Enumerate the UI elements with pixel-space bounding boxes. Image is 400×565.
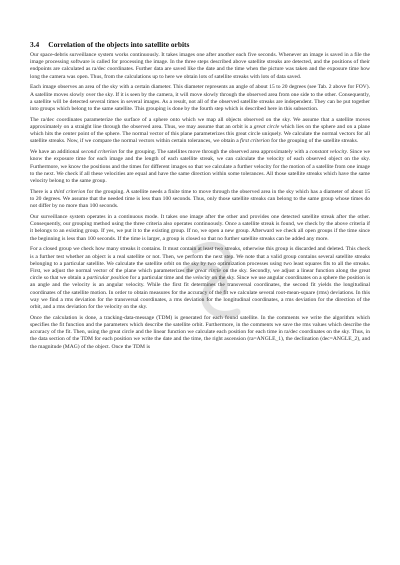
paragraph <box>30 84 370 113</box>
emphasized-text: constant velocity <box>309 149 347 156</box>
paragraph-text: For a closed group we check how many streaks it contains. It must contain at least two streaks, otherwise this group is discarded and deleted. This check is a further test whether an object is a real satellite or not. Then, we perform the next step. We note that a valid group contains several satellite streaks belonging to a particular satellite. We calculate the satellite orbit on the sky by two optimization processes using two least squares fits to all the streaks. First, we adjust the normal vector of the plane which parameterizes the <box>30 246 370 275</box>
emphasized-text: particular position <box>86 275 129 282</box>
paragraph-text: The ra/dec coordinates parameterize the surface of a sphere onto which we map all objects observed on the sky. We assume that a satellite moves approximately on a straight line through the observed area. Thus, we may assume that an orbit is a <box>30 116 370 131</box>
emphasized-text: great circle <box>253 124 280 131</box>
section-title: Correlation of the objects into satellite orbits <box>48 40 190 49</box>
paragraph-text: for the grouping of the satellite streaks. <box>269 138 359 145</box>
emphasized-text: third criterion <box>53 188 86 195</box>
paragraph-text: on the sky. Since we use angular coordinates on a sphere the position is an angle and the velocity is an angular velocity. While the first fit determines the transversal coordinates, the second fit yields the longitudinal coordinates of the satellite motion. In order to obtain measures for the accuracy of the fit we calculate several root-mean-square (rms) deviations. In this way we find a rms deviation for the transversal coordinates, a rms deviation for the longitudinal coordinates, a rms deviation for the direction of the orbit, and a rms deviation for the velocity on the sky. <box>30 275 370 311</box>
emphasized-text: first criterion <box>240 138 270 145</box>
paragraph <box>30 189 370 211</box>
paragraph <box>30 315 370 351</box>
paragraph <box>30 149 370 185</box>
paragraph <box>30 117 370 146</box>
paragraph-text: for a particular time and the <box>128 275 194 282</box>
emphasized-text: velocity <box>193 275 211 282</box>
emphasized-text: second criterion <box>80 149 118 156</box>
paragraph-text: for the grouping. The satellites move through the observed area approximately with a <box>117 149 310 156</box>
paragraph-list <box>30 52 370 351</box>
paragraph <box>30 52 370 81</box>
section-heading <box>30 40 370 49</box>
paragraph-text: Once the calculation is done, a tracking-data-message (TDM) is generated for each found satellite. In the comments we write the algorithm which specifies the fit function and the parameters which describe the satellite orbit. Furthermore, in the comments we save the rms values which describe the accuracy of the fit. Then, using the great circle and the linear function we calculate each position for each time in ra/dec coordinates on the sky. Thus, in the data section of the TDM for each position we write the date and the time, the right ascension (ra=ANGLE_1), the declination (dec=ANGLE_2), and the magnitude (MAG) of the object. Once the TDM is <box>30 314 370 350</box>
paragraph-text: There is a <box>30 188 54 195</box>
paragraph-text: We have an additional <box>30 149 81 156</box>
paragraph-text: Our space-debris surveillance system works continuously. It takes images one after another each five seconds. Whenever an image is saved in a file the image processing software is called for processing the image. In the three steps described above satellite streaks are detected, and the positions of their endpoints are calculated as ra/dec coordinates. Further data are saved like the date and the time when the picture was taken and the exposure time how long the camera was open. Thus, from the calculations up to here we obtain lots of satellite streaks with lots of data saved. <box>30 52 370 80</box>
paragraph-text: Our surveillance system operates in a continuous mode. It takes one image after the other and provides one detected satellite streak after the other. Consequently, our grouping method using the three criteria also operates continuously. Once a satellite streak is found, we check by the above criteria if it belongs to an existing group. If yes, we put it to the existing group. If no, we open a new group. Afterward we check all open groups if the time since the beginning is less than 100 seconds. If the time is larger, a group is closed so that no further satellite streaks can be added any more. <box>30 214 370 242</box>
paragraph-text: for the grouping. A satellite needs a finite time to move through the observed area in the sky which has a diameter of about 15 to 20 degrees. We assume that the needed time is less than 100 seconds. Thus, only those satellite streaks can belong to the same group whose times do not differ by no more than 100 seconds. <box>30 188 370 210</box>
paragraph-text: Each image observes an area of the sky with a certain diameter. This diameter represents an angle of about 15 to 20 degrees (see Tab. 2 above for FOV). A satellite moves slowly over the sky. If it is seen by the camera, it will move slowly through the observed area from one side to the other. Consequently, a satellite will be detected several times in several images. As a result, not all of the observed satellite streaks are independent. They can be put together into groups which belong to the same satellite. This grouping is done by the fourth step which is described here in this subsection. <box>30 84 370 113</box>
paragraph <box>30 214 370 243</box>
emphasized-text: great circle <box>195 268 221 275</box>
document-body <box>30 40 370 354</box>
paragraph-text: . Since we know the exposure time for each image and the length of each satellite streak, we can calculate the velocity of each observed object on the sky. Furthermore, we know the positions and the times for different images so that we calculate a further velocity for the motion of a satellite from one image to the next. We check if all these velocities are equal and have the same direction within some tolerances. All those satellite streaks which have the same velocity belong to the same group. <box>30 149 370 185</box>
section-number: 3.4 <box>30 40 40 49</box>
paragraph-text: on the sky. Secondly, we adjust a linear function along the great circle so that we obtain a <box>30 268 371 282</box>
paragraph-text: which lies on the sphere and on a plane which hits the center point of the sphere. The normal vector of this plane parameterizes this great circle uniquely. We calculate the normal vectors for all satellite streaks. Now, if we compare the normal vectors within certain tolerances, we obtain a <box>30 124 370 145</box>
paragraph <box>30 246 370 311</box>
